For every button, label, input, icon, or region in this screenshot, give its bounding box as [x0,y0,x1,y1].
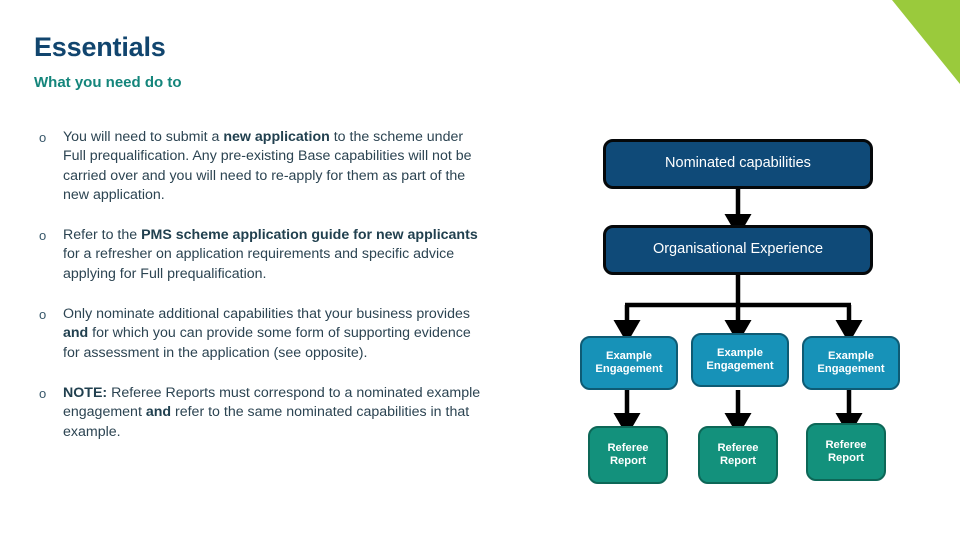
list-item [36,128,488,205]
corner-accent-triangle [892,0,960,84]
list-item [36,384,488,442]
page-subtitle: What you need do to [34,74,182,91]
page-title: Essentials [34,32,166,62]
node-referee-report-3[interactable]: Referee Report [806,423,886,481]
bullet-text: You will need to submit a new application to the scheme under Full prequalification. Any pre-existing Base capabilities will not be carried over and you will need to re-apply for them as part of the new application. [63,129,472,203]
bullet-text: Refer to the PMS scheme application guide for new applicants for a refresher on application requirements and specific advice applying for Full prequalification. [63,227,478,282]
bullet-list [36,128,488,442]
bullet-marker-icon: o [39,385,47,401]
node-nominated-capabilities[interactable]: Nominated capabilities [603,139,873,189]
list-item [36,226,488,284]
node-referee-report-2[interactable]: Referee Report [698,426,778,484]
bullet-text: Only nominate additional capabilities that your business provides and for which you can provide some form of supporting evidence for assessment in the application (see opposite). [63,306,471,361]
node-example-engagement-2[interactable]: Example Engagement [691,333,789,387]
node-example-engagement-1[interactable]: Example Engagement [580,336,678,390]
bullet-text: NOTE: Referee Reports must correspond to a nominated example engagement and refer to the same nominated capabilities in that example. [63,384,481,440]
bullet-marker-icon: o [39,307,47,323]
list-item [36,305,488,363]
node-referee-report-1[interactable]: Referee Report [588,426,668,484]
node-example-engagement-3[interactable]: Example Engagement [802,336,900,390]
bullet-marker-icon: o [39,228,47,244]
flow-diagram [540,120,940,510]
node-organisational-experience[interactable]: Organisational Experience [603,225,873,275]
bullet-marker-icon: o [39,130,47,145]
